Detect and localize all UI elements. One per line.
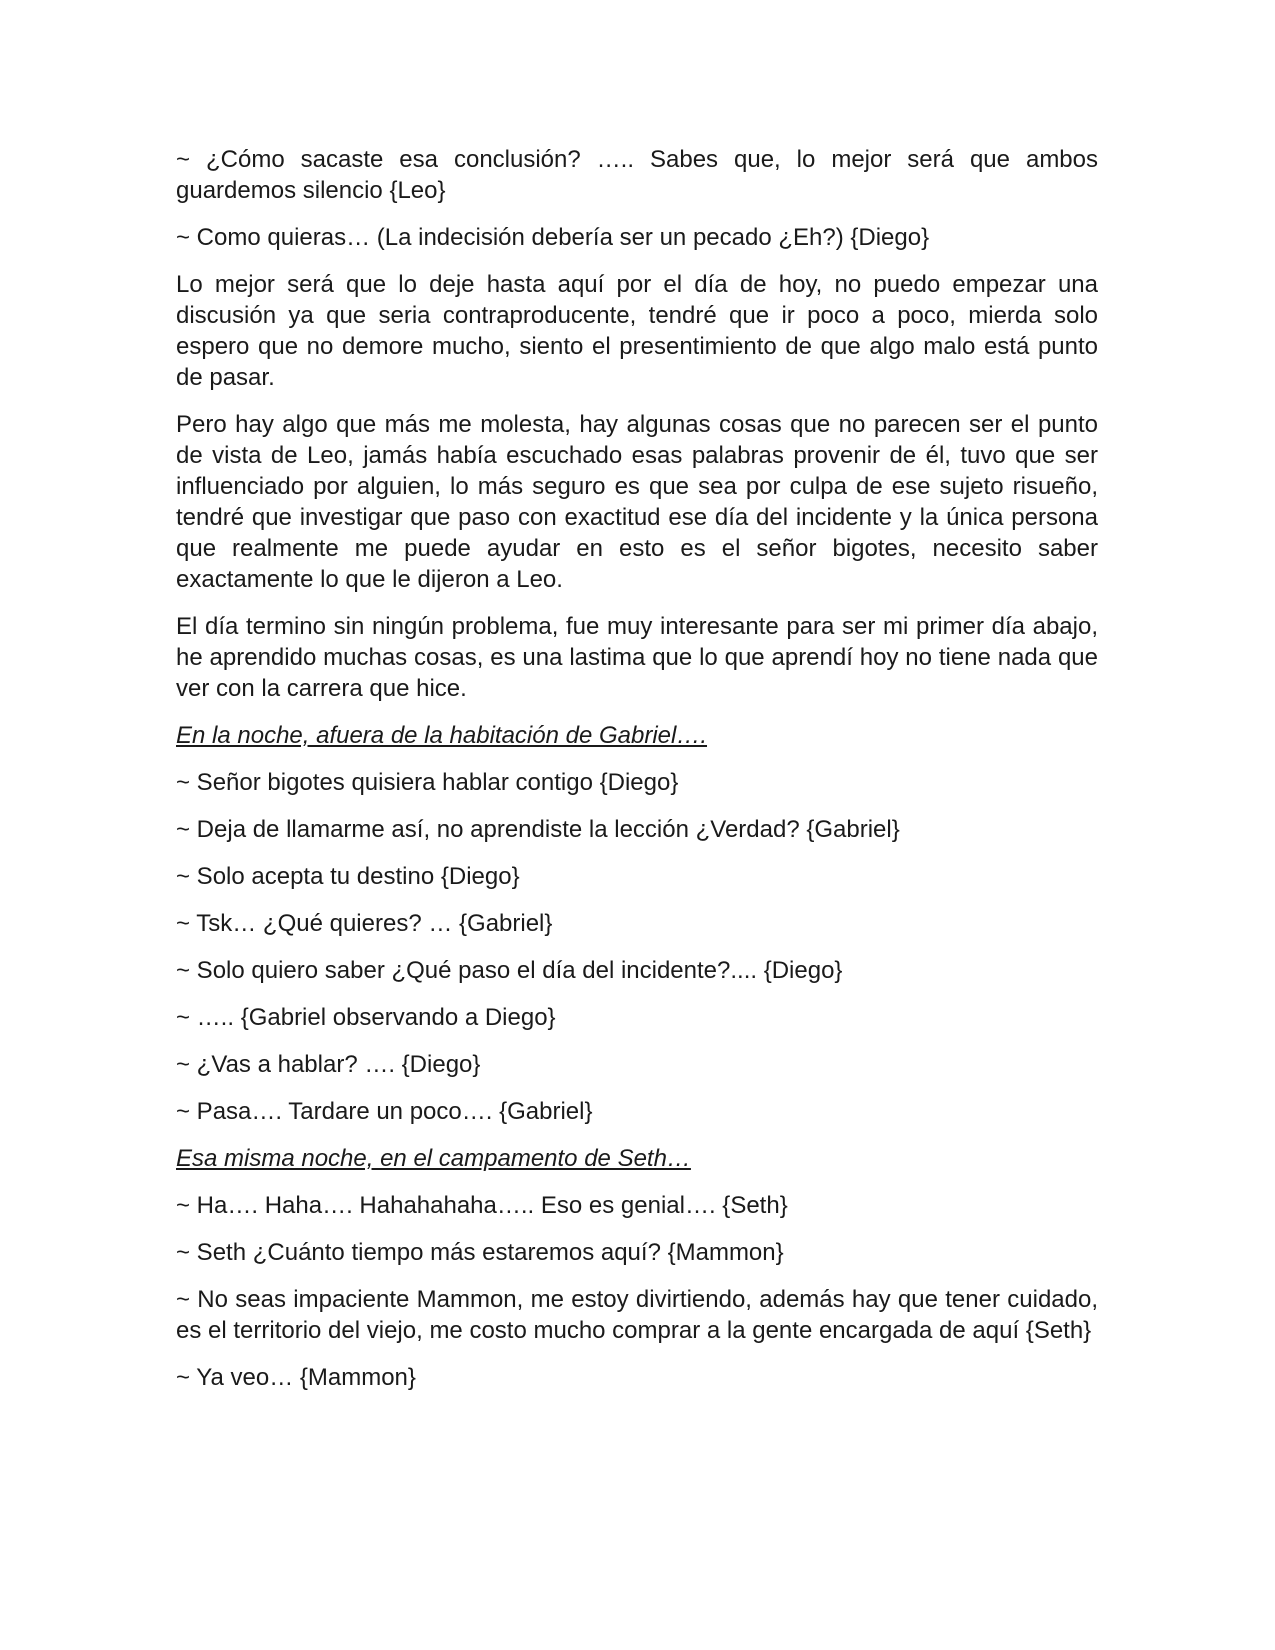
dialogue-line: ~ Ya veo… {Mammon}	[176, 1364, 416, 1391]
dialogue-line: ~ Ha…. Haha…. Hahahahaha….. Eso es genial…. {Seth}	[176, 1192, 788, 1219]
dialogue-line: ~ Solo quiero saber ¿Qué paso el día del incidente?.... {Diego}	[176, 957, 843, 984]
scene-heading: En la noche, afuera de la habitación de Gabriel….	[176, 722, 708, 749]
dialogue-line: ~ ¿Vas a hablar? …. {Diego}	[176, 1051, 481, 1078]
narration-paragraph: Pero hay algo que más me molesta, hay algunas cosas que no parecen ser el punto de vista de Leo, jamás había escuchado esas palabras provenir de él, tuvo que ser influenciado por alguien, lo más seguro es que sea por culpa de ese sujeto risueño, tendré que investigar que paso con exactitud ese día del incidente y la única persona que realmente me puede ayudar en esto es el señor bigotes, necesito saber exactamente lo que le dijeron a Leo.	[176, 411, 1098, 593]
dialogue-line: ~ ….. {Gabriel observando a Diego}	[176, 1004, 556, 1031]
narration-paragraph: Lo mejor será que lo deje hasta aquí por el día de hoy, no puedo empezar una discusión ya que seria contraproducente, tendré que ir poco a poco, mierda solo espero que no demore mucho, siento el presentimiento de que algo malo está punto de pasar.	[176, 271, 1098, 391]
document-page	[176, 144, 1098, 1409]
dialogue-line: ~ Solo acepta tu destino {Diego}	[176, 863, 520, 890]
dialogue-line: ~ Deja de llamarme así, no aprendiste la lección ¿Verdad? {Gabriel}	[176, 816, 900, 843]
narration-paragraph: El día termino sin ningún problema, fue muy interesante para ser mi primer día abajo, he aprendido muchas cosas, es una lastima que lo que aprendí hoy no tiene nada que ver con la carrera que hice.	[176, 613, 1098, 702]
dialogue-line: ~ Pasa…. Tardare un poco…. {Gabriel}	[176, 1098, 593, 1125]
dialogue-line: ~ Como quieras… (La indecisión debería ser un pecado ¿Eh?) {Diego}	[176, 224, 930, 251]
dialogue-line: ~ Señor bigotes quisiera hablar contigo {Diego}	[176, 769, 679, 796]
dialogue-line: ~ Tsk… ¿Qué quieres? … {Gabriel}	[176, 910, 553, 937]
dialogue-line: ~ Seth ¿Cuánto tiempo más estaremos aquí? {Mammon}	[176, 1239, 784, 1266]
dialogue-line: ~ ¿Cómo sacaste esa conclusión? ….. Sabes que, lo mejor será que ambos guardemos silencio {Leo}	[176, 146, 1098, 204]
dialogue-line: ~ No seas impaciente Mammon, me estoy divirtiendo, además hay que tener cuidado, es el territorio del viejo, me costo mucho comprar a la gente encargada de aquí {Seth}	[176, 1286, 1098, 1344]
scene-heading: Esa misma noche, en el campamento de Seth…	[176, 1145, 691, 1172]
